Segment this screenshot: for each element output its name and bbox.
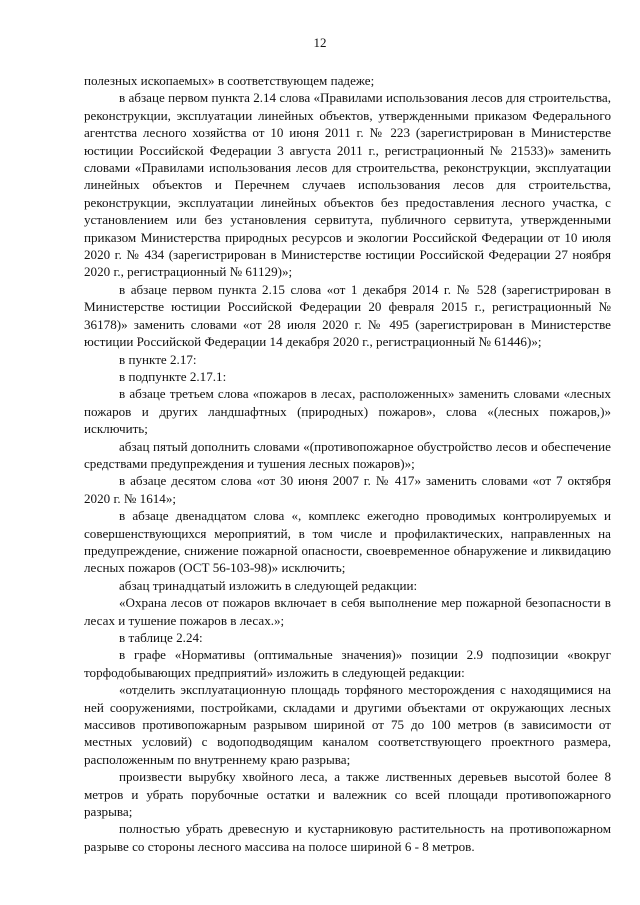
paragraph: в графе «Нормативы (оптимальные значения)» позиции 2.9 подпозиции «вокруг торфодобывающих предприятий» изложить в следующей редакции:: [84, 647, 611, 680]
paragraph: абзац пятый дополнить словами «(противопожарное обустройство лесов и обеспечение средствами предупреждения и тушения лесных пожаров)»;: [84, 438, 611, 471]
document-body: [84, 72, 611, 855]
paragraph: в абзаце двенадцатом слова «, комплекс ежегодно проводимых контролируемых и совершенствующихся мероприятий, в том числе и профилактических, направленных на предупреждение, снижение пожарной опасности, своевременное обнаружение и ликвидацию лесных пожаров (ОСТ 56-103-98)» исключить;: [84, 508, 611, 576]
paragraph: «Охрана лесов от пожаров включает в себя выполнение мер пожарной безопасности в лесах и тушение пожаров в лесах.»;: [84, 595, 611, 628]
paragraph: полезных ископаемых» в соответствующем падеже;: [84, 73, 375, 88]
paragraph: в абзаце первом пункта 2.14 слова «Правилами использования лесов для строительства, реконструкции, эксплуатации линейных объектов, утвержденными приказом Федерального агентства лесного хозяйства от 10 июня 2011 г. № 223 (зарегистрирован в Министерстве юстиции Российской Федерации 3 августа 2011 г., регистрационный № 21533)» заменить словами «Правилами использования лесов для строительства, реконструкции, эксплуатации линейных объектов и Перечнем случаев использования лесов для строительства, реконструкции, эксплуатации линейных объектов без предоставления лесного участка, с установлением или без установления сервитута, публичного сервитута, утвержденными приказом Министерства природных ресурсов и экологии Российской Федерации от 10 июля 2020 г. № 434 (зарегистрирован в Министерстве юстиции Российской Федерации 27 ноября 2020 г., регистрационный № 61129)»;: [84, 90, 611, 280]
paragraph: в абзаце десятом слова «от 30 июня 2007 г. № 417» заменить словами «от 7 октября 2020 г. № 1614»;: [84, 473, 611, 506]
paragraph: произвести вырубку хвойного леса, а также лиственных деревьев высотой более 8 метров и убрать порубочные остатки и валежник со всей площади противопожарного разрыва;: [84, 769, 611, 820]
paragraph: в пункте 2.17:: [119, 351, 197, 367]
paragraph: в таблице 2.24:: [119, 630, 203, 645]
paragraph: «отделить эксплуатационную площадь торфяного месторождения с находящимися на ней сооружениями, постройками, складами и другими объектами от окружающих лесных массивов противопожарным разрывом шириной от 75 до 100 метров (в зависимости от местных условий) с водоподводящим каналом соответствующего проектного размера, расположенным по внутреннему краю разрыва;: [84, 682, 611, 767]
paragraph: полностью убрать древесную и кустарниковую растительность на противопожарном разрыве со стороны лесного массива на полосе шириной 6 - 8 метров.: [84, 821, 611, 854]
paragraph: в абзаце первом пункта 2.15 слова «от 1 декабря 2014 г. № 528 (зарегистрирован в Министерстве юстиции Российской Федерации 20 февраля 2015 г., регистрационный № 36178)» заменить словами «от 28 июля 2020 г. № 495 (зарегистрирован в Министерстве юстиции Российской Федерации 14 декабря 2020 г., регистрационный № 61446)»;: [84, 281, 611, 350]
page-number: 12: [313, 35, 327, 50]
paragraph: в абзаце третьем слова «пожаров в лесах, расположенных» заменить словами «лесных пожаров и других ландшафтных (природных) пожаров», слова «(лесных пожаров,)» исключить;: [84, 386, 611, 437]
paragraph: в подпункте 2.17.1:: [119, 368, 227, 384]
paragraph: абзац тринадцатый изложить в следующей редакции:: [119, 577, 418, 593]
